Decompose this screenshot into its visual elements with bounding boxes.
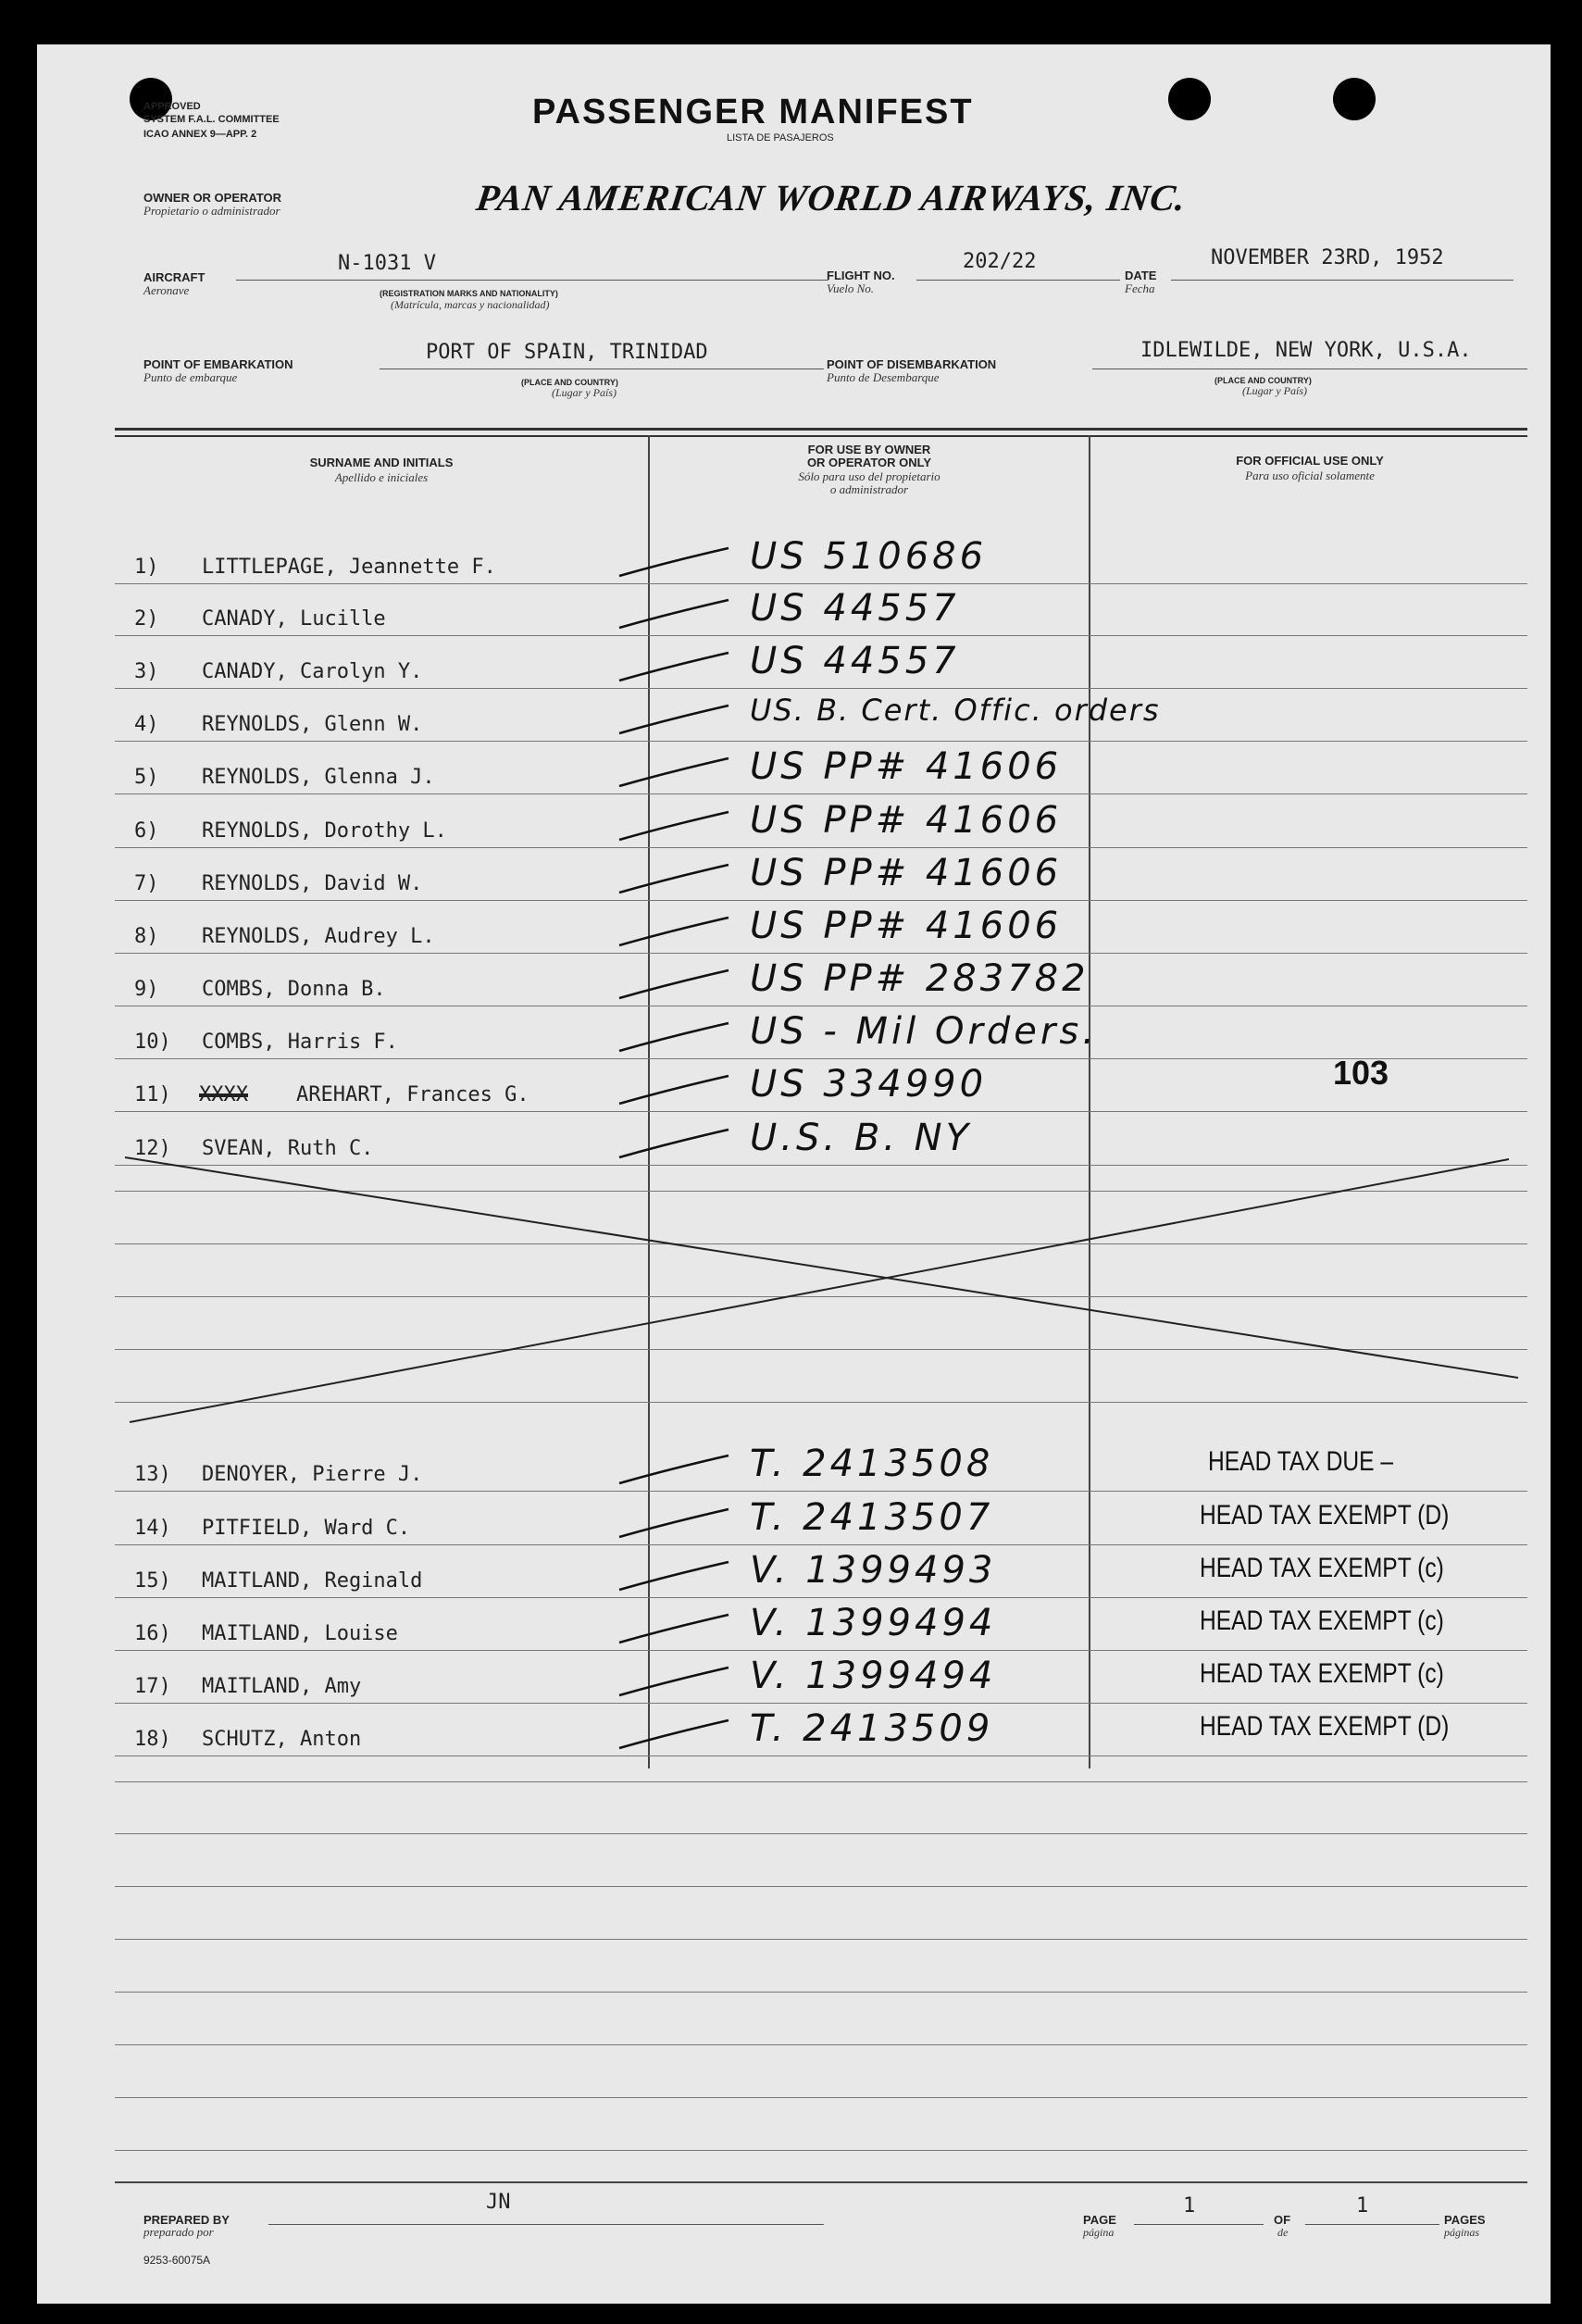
owner-label: OWNER OR OPERATOR: [143, 191, 282, 205]
page-value: 1: [1183, 2194, 1196, 2218]
void-cross-line-2: [130, 1159, 1509, 1422]
prepared-underline: [268, 2224, 824, 2225]
aircraft-label: AIRCRAFT: [143, 270, 206, 284]
passenger-number: 2): [134, 607, 159, 631]
passenger-number: 16): [134, 1622, 171, 1645]
passenger-number: 8): [134, 925, 159, 948]
pages-label: PAGES: [1444, 2213, 1486, 2227]
aircraft-value: N-1031 V: [338, 252, 436, 275]
passenger-number: 12): [134, 1137, 171, 1160]
passenger-document: T. 2413508: [750, 1443, 994, 1485]
disembark-place-note-es: (Lugar y País): [1242, 384, 1307, 397]
passenger-name: COMBS, Harris F.: [202, 1031, 398, 1054]
embark-place-note-es: (Lugar y País): [552, 386, 617, 399]
passenger-name: REYNOLDS, Audrey L.: [202, 925, 435, 948]
prepared-by-value: JN: [486, 2191, 511, 2214]
prepared-label-es: preparado por: [143, 2225, 214, 2239]
approval-line-1: APPROVED: [143, 101, 201, 112]
passenger-number: 17): [134, 1675, 171, 1698]
official-head-tax-stamp: HEAD TAX DUE –: [1208, 1446, 1394, 1477]
passenger-number: 4): [134, 713, 159, 736]
passenger-name: REYNOLDS, David W.: [202, 872, 423, 895]
pages-value: 1: [1356, 2194, 1369, 2218]
page-underline-2: [1305, 2224, 1439, 2225]
form-title: PASSENGER MANIFEST: [532, 93, 974, 131]
passenger-number: 5): [134, 766, 159, 789]
passenger-document: US. B. Cert. Offic. orders: [750, 693, 1161, 728]
passenger-name: PITFIELD, Ward C.: [202, 1517, 411, 1540]
page-underline-1: [1134, 2224, 1264, 2225]
passenger-document: US PP# 283782: [750, 957, 1090, 1000]
void-cross-line-1: [125, 1157, 1518, 1378]
official-head-tax-stamp: HEAD TAX EXEMPT (D): [1200, 1500, 1450, 1531]
passenger-number: 15): [134, 1569, 171, 1593]
passenger-number: 1): [134, 556, 159, 579]
disembark-value: IDLEWILDE, NEW YORK, U.S.A.: [1140, 339, 1472, 362]
form-code: 9253-60075A: [143, 2254, 211, 2267]
official-head-tax-stamp: HEAD TAX EXEMPT (D): [1200, 1711, 1450, 1742]
form-subtitle: LISTA DE PASAJEROS: [727, 132, 834, 144]
passenger-document: US 44557: [750, 587, 960, 630]
owner-label-es: Propietario o administrador: [143, 204, 280, 218]
struck-initials: XXXX: [199, 1083, 248, 1106]
passenger-number: 10): [134, 1031, 171, 1054]
passenger-number: 14): [134, 1517, 171, 1540]
registration-note-es: (Matrícula, marcas y nacionalidad): [391, 298, 550, 311]
passenger-number: 11): [134, 1083, 171, 1106]
disembark-place-note: (PLACE AND COUNTRY): [1215, 376, 1312, 385]
passenger-name: REYNOLDS, Glenna J.: [202, 766, 435, 789]
passenger-document: US PP# 41606: [750, 745, 1063, 788]
passenger-document: T. 2413509: [750, 1707, 994, 1750]
passenger-name: COMBS, Donna B.: [202, 978, 386, 1001]
passenger-document: V. 1399494: [750, 1602, 997, 1644]
disembark-label: POINT OF DISEMBARKATION: [827, 357, 997, 371]
passenger-document: US 44557: [750, 640, 960, 682]
passenger-number: 13): [134, 1463, 171, 1486]
approval-line-2: SYSTEM F.A.L. COMMITTEE: [143, 114, 280, 125]
date-label-es: Fecha: [1125, 281, 1155, 295]
page-label: PAGE: [1083, 2213, 1116, 2227]
passenger-document: T. 2413507: [750, 1496, 994, 1539]
passenger-document: US PP# 41606: [750, 852, 1063, 894]
col3-header: FOR OFFICIAL USE ONLY: [1236, 454, 1384, 468]
page-label-es: página: [1083, 2226, 1115, 2239]
official-head-tax-stamp: HEAD TAX EXEMPT (c): [1200, 1553, 1444, 1583]
passenger-document: US 510686: [750, 535, 988, 578]
footer-rule: [115, 2181, 1527, 2183]
passenger-name: CANADY, Carolyn Y.: [202, 660, 423, 683]
passenger-document: V. 1399493: [750, 1549, 997, 1592]
passenger-name: CANADY, Lucille: [202, 607, 386, 631]
registration-note: (REGISTRATION MARKS AND NATIONALITY): [380, 289, 558, 298]
passenger-name: SCHUTZ, Anton: [202, 1728, 362, 1751]
passenger-name: DENOYER, Pierre J.: [202, 1463, 423, 1486]
embark-label-es: Punto de embarque: [143, 370, 238, 384]
passenger-document: US 334990: [750, 1063, 988, 1106]
col2-header-es-1: Sólo para uso del propietario: [798, 469, 940, 483]
passenger-number: 18): [134, 1728, 171, 1751]
passenger-document: V. 1399494: [750, 1655, 997, 1697]
pages-label-es: páginas: [1444, 2226, 1480, 2239]
col1-header-es: Apellido e iniciales: [334, 470, 429, 484]
prepared-label: PREPARED BY: [143, 2213, 230, 2227]
official-head-tax-stamp: HEAD TAX EXEMPT (c): [1200, 1658, 1444, 1689]
passenger-number: 9): [134, 978, 159, 1001]
passenger-name: MAITLAND, Amy: [202, 1675, 362, 1698]
of-label-es: de: [1277, 2226, 1289, 2239]
col2-header-2: OR OPERATOR ONLY: [806, 456, 932, 469]
passenger-document: US PP# 41606: [750, 905, 1063, 947]
col1-header: SURNAME AND INITIALS: [309, 456, 454, 469]
passenger-name: MAITLAND, Louise: [202, 1622, 398, 1645]
flight-label-es: Vuelo No.: [827, 281, 875, 295]
official-stamp-number: 103: [1333, 1054, 1389, 1092]
date-value: NOVEMBER 23RD, 1952: [1211, 246, 1444, 269]
flight-value: 202/22: [963, 250, 1037, 273]
passenger-name: REYNOLDS, Glenn W.: [202, 713, 423, 736]
disembark-label-es: Punto de Desembarque: [827, 370, 940, 384]
approval-line-3: ICAO ANNEX 9—APP. 2: [143, 129, 257, 140]
passenger-number: 6): [134, 819, 159, 843]
passenger-number: 7): [134, 872, 159, 895]
embark-place-note: (PLACE AND COUNTRY): [521, 378, 618, 387]
passenger-name: LITTLEPAGE, Jeannette F.: [202, 556, 496, 579]
passenger-name: SVEAN, Ruth C.: [202, 1137, 374, 1160]
embark-value: PORT OF SPAIN, TRINIDAD: [426, 341, 708, 364]
embark-label: POINT OF EMBARKATION: [143, 357, 293, 371]
flight-label: FLIGHT NO.: [827, 269, 895, 282]
passenger-number: 3): [134, 660, 159, 683]
col2-header-es-2: o administrador: [829, 482, 909, 496]
col2-header-1: FOR USE BY OWNER: [807, 443, 931, 456]
passenger-document: U.S. B. NY: [750, 1117, 973, 1159]
aircraft-label-es: Aeronave: [143, 283, 190, 297]
passenger-document: US PP# 41606: [750, 799, 1063, 842]
official-head-tax-stamp: HEAD TAX EXEMPT (c): [1200, 1606, 1444, 1636]
of-label: OF: [1274, 2213, 1291, 2227]
passenger-name: REYNOLDS, Dorothy L.: [202, 819, 447, 843]
company-name: PAN AMERICAN WORLD AIRWAYS, INC.: [473, 177, 1190, 219]
passenger-name: MAITLAND, Reginald: [202, 1569, 423, 1593]
passenger-document: US - Mil Orders.: [750, 1010, 1098, 1053]
passenger-name: AREHART, Frances G.: [296, 1083, 529, 1106]
date-label: DATE: [1125, 269, 1157, 282]
col3-header-es: Para uso oficial solamente: [1245, 469, 1375, 482]
